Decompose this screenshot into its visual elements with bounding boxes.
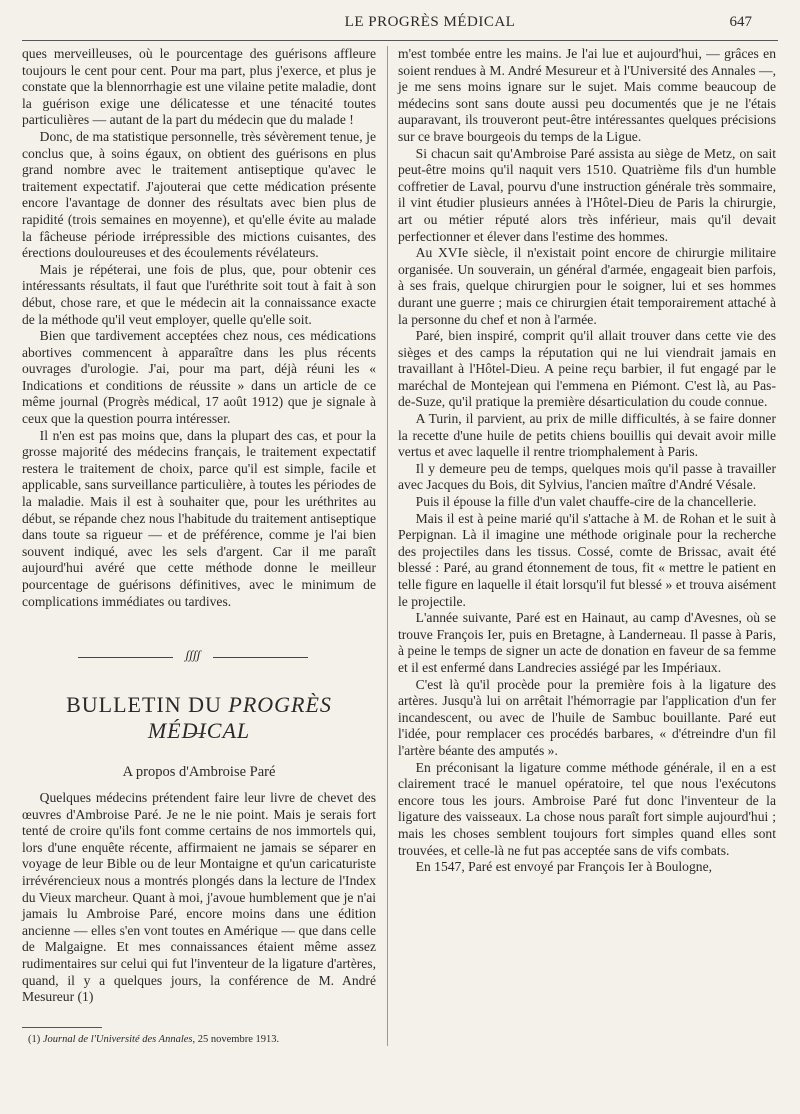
paragraph: Il n'en est pas moins que, dans la plupart des cas, et pour la grosse majorité des médecins français, le traitement expectatif restera le traitement de choix, parce qu'il est simple, facile et applicable, sans surveillance particulière, à toutes les périodes de la maladie. Mais il est à souhaiter que, pour les uréthrites au début, se répande chez nous l'habitude du traitement antiseptique dans toute sa rigueur — et de préférence, comme je l'ai bien souvent indiqué, avec les sels d'argent. Car il me paraît aujourd'hui avéré que cette méthode donne le meilleur pourcentage de guérisons définitives, avec le minimum de complications immédiates ou tardives. bbox=[22, 427, 376, 609]
paragraph: Puis il épouse la fille d'un valet chauffe-cire de la chancellerie. bbox=[415, 494, 757, 510]
paragraph: Donc, de ma statistique personnelle, très sévèrement tenue, je conclus que, à soins égaux, on obtient des guérisons en plus grand nombre avec le traitement antiseptique qu'avec le traitement expectatif. J'ajouterai que cette médication présente encore l'avantage de donner des résultats avec bien plus de rapidité (trois semaines en moyenne), et qu'elle évite au malade la fâcheuse période irrépressible des mictions cuisantes, des érections douloureuses et des écoulements révélateurs. bbox=[22, 128, 376, 261]
paragraph: En préconisant la ligature comme méthode générale, il en a est clairement tracé le manuel opératoire, tel que nous l'exécutons encore tous les jours. Ambroise Paré fut donc l'inventeur de la ligature des vaisseaux. La chose nous paraît fort simple aujourd'hui ; mais les choses semblent toujours fort simples quand elles sont trouvées, et celle-là ne fut pas acceptée sans de vifs combats. bbox=[398, 759, 776, 858]
article-title: A propos d'Ambroise Paré bbox=[122, 764, 276, 780]
running-header bbox=[0, 14, 800, 36]
footnote-rule bbox=[22, 1027, 102, 1028]
bulletin-heading bbox=[22, 692, 376, 744]
paragraph: Mais je répéterai, une fois de plus, que, pour obtenir ces intéressants résultats, il faut que l'uréthrite soit tout à fait à son début, chose rare, et que le médecin ait la connaissance exacte de la méthode qu'il veut employer, quelle qu'elle soit. bbox=[22, 261, 376, 327]
footnote-date: , 25 novembre 1913. bbox=[192, 1034, 280, 1045]
bulletin-italic: PROGRÈS MÉDICAL bbox=[147, 692, 332, 743]
footnote-source: Journal de l'Université des Annales bbox=[42, 1034, 193, 1045]
footnote bbox=[28, 1034, 378, 1045]
ornament-glyph: ʃʃʃʃ bbox=[185, 647, 201, 662]
column-divider bbox=[387, 46, 388, 1046]
paragraph: ques merveilleuses, où le pourcentage des guérisons affleure toujours le cent pour cent. Pour ma part, plus j'exerce, et plus je constate que la blennorrhagie est une vilaine petite maladie, dont la guérison exige une délicatesse et une ténacité toutes particulières — autant de la part du médecin que du malade ! bbox=[22, 46, 376, 128]
paragraph: Il y demeure peu de temps, quelques mois qu'il passe à travailler avec Jacques du Bois, dit Sylvius, l'ancien maître d'André Vésale. bbox=[398, 460, 776, 493]
right-column bbox=[398, 46, 776, 876]
paragraph: Bien que tardivement acceptées chez nous, ces médications abortives commencent à apparaître dans les plus récents ouvrages d'urologie. J'ai, pour ma part, déjà réuni les « Indications et conditions de réussite » dans un article de ce même journal (Progrès médical, 17 août 1912) que je signale à ceux que la question pourra intéresser. bbox=[22, 328, 376, 427]
ornament-line bbox=[78, 657, 173, 658]
heading-dash bbox=[188, 733, 206, 734]
paragraph: En 1547, Paré est envoyé par François Ier à Boulogne, bbox=[415, 859, 713, 875]
paragraph: L'année suivante, Paré est en Hainaut, au camp d'Avesnes, où se trouve François Ier, puis en Bretagne, à Landerneau. Il passe à Paris, à peine le temps de signer un acte de donation en faveur de sa femme et il est enfermé dans Landrecies assiégé par les Impériaux. bbox=[398, 610, 776, 675]
left-column-top bbox=[22, 46, 376, 610]
section-ornament bbox=[78, 647, 308, 664]
journal-title: LE PROGRÈS MÉDICAL bbox=[344, 14, 516, 30]
paragraph: C'est là qu'il procède pour la première fois à la ligature des artères. Jusqu'à lui on arrêtait l'hémorragie par l'application d'un fer incandescent, ou avec de l'huile de Sambuc bouillante. Paré eut l'idée, pour remplacer ces procédés barbares, « d'étreindre d'un fil l'artère béante des amputés ». bbox=[398, 676, 776, 758]
paragraph: Quelques médecins prétendent faire leur livre de chevet des œuvres d'Ambroise Paré. Je ne le nie point. Mais je serais fort tenté de croire qu'ils font comme certains de nos immortels qui, lors d'une enquête récente, affirmaient ne jamais se séparer en voyage de leur Bible ou de leur Montaigne et qu'un caricaturiste irrévérencieux nous a montrés plongés dans la lecture de l'Index du Vieux marcheur. Quant à moi, j'avoue humblement que je n'ai jamais lu Ambroise Paré, encore moins dans une édition ancienne — elles s'en vont toutes en Amérique — que dans celle de Malgaigne. Et mes connaissances étaient même assez rudimentaires sur celui qui fut l'inventeur de la ligature d'artères, quand, il y a quelques jours, la conférence de M. André Mesureur (1) bbox=[22, 790, 376, 1005]
page-number: 647 bbox=[729, 14, 752, 30]
paragraph: Paré, bien inspiré, comprit qu'il allait trouver dans cette vie des sièges et des camps la réputation qui ne lui viendrait jamais en travaillant à l'Hôtel-Dieu. A peine reçu barbier, il fut engagé par le maréchal de Montejean qui l'emmena en Piémont. C'est là, au Pas-de-Suze, qu'il pratique la première désarticulation du coude connue. bbox=[398, 328, 776, 410]
paragraph: A Turin, il parvient, au prix de mille difficultés, à se faire donner la recette d'une huile de petits chiens bouillis qui devait avoir mille vertus et avec laquelle il rentre triomphalement à Paris. bbox=[398, 411, 776, 460]
ornament-line bbox=[213, 657, 308, 658]
paragraph: m'est tombée entre les mains. Je l'ai lue et aujourd'hui, — grâces en soient rendues à M. André Mesureur et à l'Université des Annales —, je me sens moins ignare sur le sujet. Mais comme beaucoup de médecins sont sans doute aussi peu documentés que je ne l'étais auparavant, ils trouveront peut-être intéressantes quelques précisions sur ce brave bourgeois du temps de la Ligue. bbox=[398, 46, 776, 144]
paragraph: Si chacun sait qu'Ambroise Paré assista au siège de Metz, on sait peut-être moins qu'il naquit vers 1510. Quatrième fils d'un humble coffretier de Laval, pourvu d'une instruction générale très sommaire, il vint étudier plusieurs années à l'Hôtel-Dieu de Paris la chirurgie, art ou métier réputé alors très inférieur, mais qu'il devait perfectionner et élever dans l'estime des hommes. bbox=[398, 145, 776, 244]
paragraph: Mais il est à peine marié qu'il s'attache à M. de Rohan et le suit à Perpignan. Là il imagine une méthode originale pour la recherche des projectiles dans les tissus. Cossé, comte de Brissac, avait été blessé : Paré, au grand étonnement de tous, fit « mettre le patient en telle figure en laquelle il était lorsqu'il fut blessé » et trouva aisément le projectile. bbox=[398, 510, 776, 609]
header-rule bbox=[22, 40, 778, 41]
footnote-prefix: (1) bbox=[28, 1034, 43, 1045]
paragraph: Au XVIe siècle, il n'existait point encore de chirurgie militaire organisée. Un souverain, un général d'armée, engageait bien parfois, à ses frais, quelque chirurgien pour le soigner, lui et ses hommes durant une guerre ; mais ce chirurgien était temporairement attaché à la personne du chef et non à l'armée. bbox=[398, 245, 776, 327]
bulletin-prefix: BULLETIN DU bbox=[66, 692, 229, 717]
left-column-article bbox=[22, 790, 376, 1006]
